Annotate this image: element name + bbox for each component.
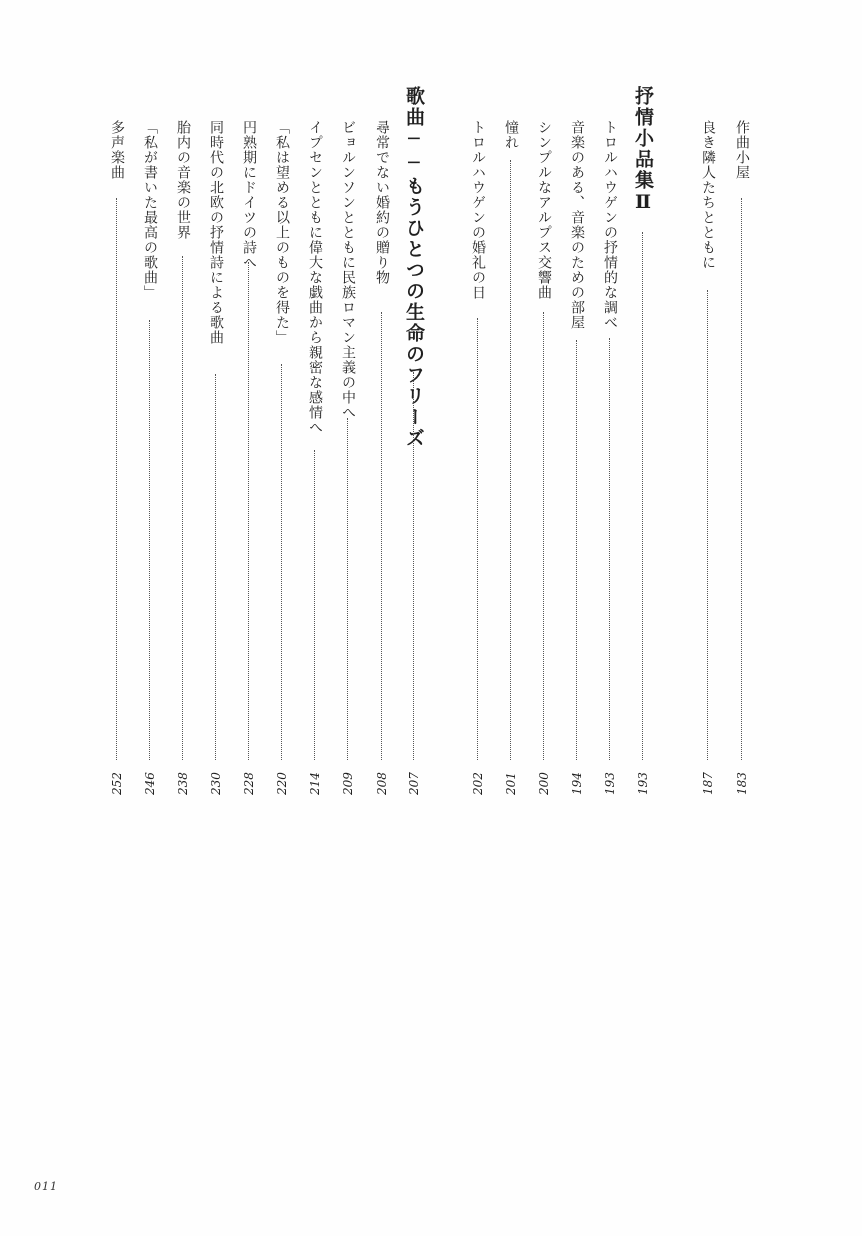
toc-entry [237, 0, 261, 800]
toc-entry-page: 183 [735, 772, 749, 795]
toc-leader-dots [609, 338, 610, 760]
toc-entry [204, 0, 228, 800]
toc-entry-page: 202 [471, 772, 485, 795]
toc-entry-page: 187 [701, 772, 715, 795]
toc-entry [499, 0, 523, 800]
toc-leader-dots [116, 198, 117, 760]
toc-entry [466, 0, 490, 800]
toc-entry-title: 尋常でない婚約の贈り物 [374, 120, 390, 285]
toc-leader-dots [510, 160, 511, 760]
toc-entry-title: 良き隣人たちとともに [700, 120, 716, 270]
toc-entry [598, 0, 622, 800]
toc-entry-title: 「私は望める以上のものを得た」 [274, 120, 290, 345]
toc-entry-title: 多声楽曲 [109, 120, 125, 180]
toc-entry-page: 193 [603, 772, 617, 795]
toc-leader-dots [642, 232, 643, 760]
toc-entry-title: シンプルなアルプス交響曲 [536, 120, 552, 300]
toc-entry-title: 作曲小屋 [734, 120, 750, 180]
toc-entry [565, 0, 589, 800]
toc-leader-dots [248, 262, 249, 760]
toc-entry [336, 0, 360, 800]
toc-leader-dots [281, 364, 282, 760]
toc-leader-dots [413, 372, 414, 760]
toc-entry-page: 230 [209, 772, 223, 795]
toc-leader-dots [543, 312, 544, 760]
toc-section-title: 抒情小品集Ⅱ [632, 86, 654, 215]
toc-entry-title: 「私が書いた最高の歌曲」 [142, 120, 158, 300]
toc-entry-page: 220 [275, 772, 289, 795]
toc-section [402, 0, 426, 800]
toc-entry-page: 238 [176, 772, 190, 795]
toc-entry-title: トロルハウゲンの婚礼の日 [470, 120, 486, 300]
toc-leader-dots [477, 318, 478, 760]
toc-entry-page: 214 [308, 772, 322, 795]
toc-entry [303, 0, 327, 800]
toc-leader-dots [576, 340, 577, 760]
toc-entry-title: 憧れ [503, 120, 519, 150]
toc-entry-page: 194 [570, 772, 584, 795]
toc-leader-dots [741, 198, 742, 760]
toc-entry-title: 胎内の音楽の世界 [175, 120, 191, 240]
toc-entry [270, 0, 294, 800]
toc-entry [171, 0, 195, 800]
toc-entry-page: 201 [504, 772, 518, 795]
toc-entry [105, 0, 129, 800]
toc-leader-dots [215, 374, 216, 760]
page-number: 011 [34, 1180, 58, 1193]
toc-entry [730, 0, 754, 800]
toc-entry-title: ビョルンソンとともに民族ロマン主義の中へ [340, 120, 356, 420]
toc-entry-page: 208 [375, 772, 389, 795]
toc-leader-dots [149, 320, 150, 760]
toc-entry-page: 252 [110, 772, 124, 795]
toc-section-page: 193 [636, 772, 650, 795]
toc-leader-dots [347, 418, 348, 760]
toc-entry-title: 同時代の北欧の抒情詩による歌曲 [208, 120, 224, 345]
toc-entry [696, 0, 720, 800]
toc-entry-title: 円熟期にドイツの詩へ [241, 120, 257, 270]
toc-entry [532, 0, 556, 800]
toc-leader-dots [707, 290, 708, 760]
toc-entry-title: 音楽のある、音楽のための部屋 [569, 120, 585, 330]
toc-entry-page: 246 [143, 772, 157, 795]
toc-leader-dots [314, 450, 315, 760]
toc-section [631, 0, 655, 800]
toc-section-page: 207 [407, 772, 421, 795]
toc-leader-dots [381, 312, 382, 760]
toc-leader-dots [182, 256, 183, 760]
toc-entry [138, 0, 162, 800]
toc-entry-page: 228 [242, 772, 256, 795]
toc-section-title: 歌曲──もうひとつの生命のフリーズ [403, 86, 425, 449]
toc-entry [370, 0, 394, 800]
toc-entry-page: 200 [537, 772, 551, 795]
toc-entry-title: トロルハウゲンの抒情的な調べ [602, 120, 618, 330]
toc-entry-title: イプセンとともに偉大な戯曲から親密な感情へ [307, 120, 323, 435]
toc-entry-page: 209 [341, 772, 355, 795]
